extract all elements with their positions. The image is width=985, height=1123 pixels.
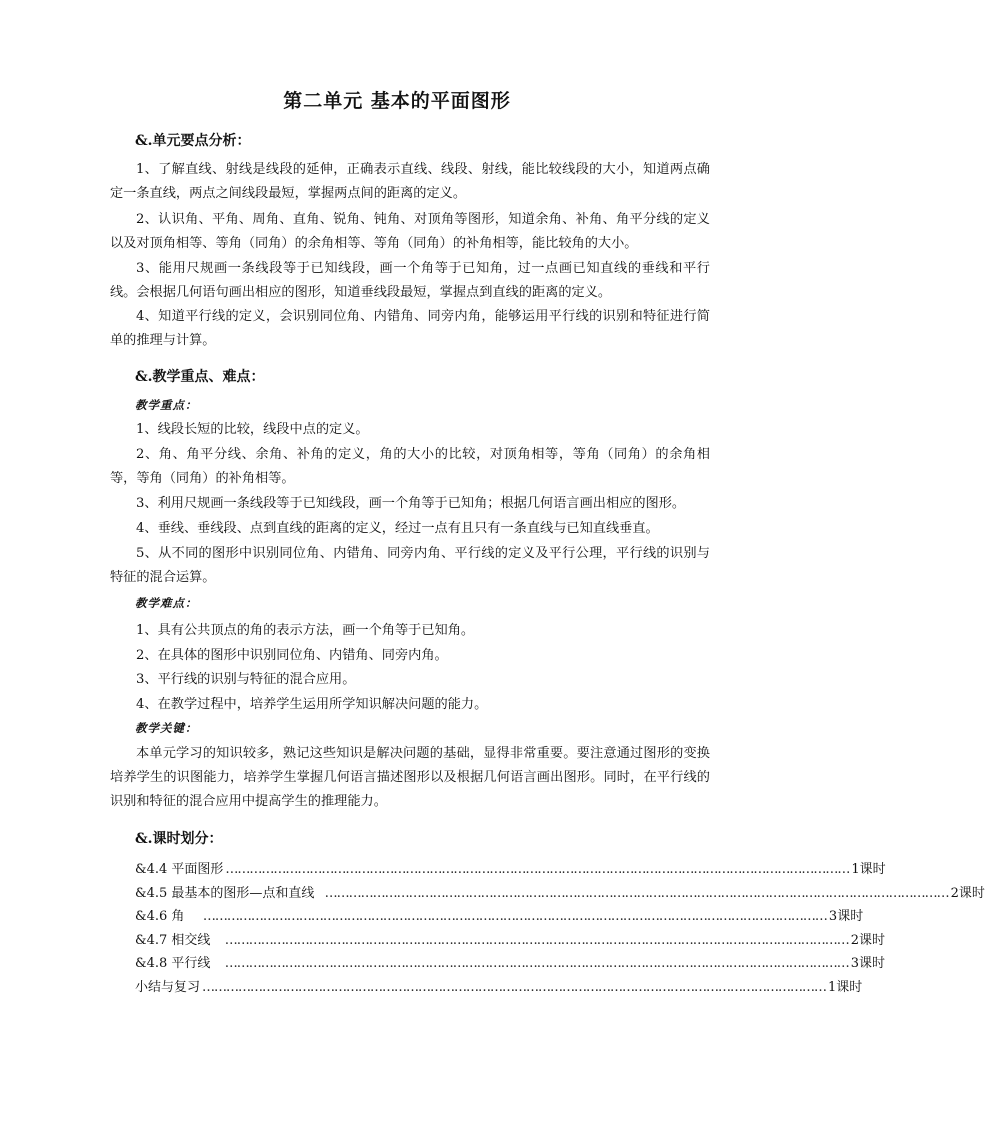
- schedule-topic: 小结与复习: [135, 979, 201, 995]
- focus-item: 4、垂线、垂线段、点到直线的距离的定义，经过一点有且只有一条直线与已知直线垂直。: [136, 521, 659, 536]
- focus-item: 1、线段长短的比较，线段中点的定义。: [136, 422, 369, 437]
- paragraph: 2、认识角、平角、周角、直角、锐角、钝角、对顶角等图形，知道余角、补角、角平分线的定义以及对顶角相等、等角（同角）的余角相等、等角（同角）的补角相等，能比较角的大小。: [110, 212, 710, 251]
- focus-item: 2、角、角平分线、余角、补角的定义，角的大小的比较，对顶角相等，等角（同角）的余角相等，等角（同角）的补角相等。: [110, 447, 710, 486]
- difficulty-item: 3、平行线的识别与特征的混合应用。: [136, 672, 356, 687]
- leader-dots: …………………………………………………………………………………………………………………………………………: [324, 885, 949, 901]
- focus-label: 教学重点：: [135, 398, 198, 412]
- schedule-list: [135, 858, 985, 999]
- paragraph: 1、了解直线、射线是线段的延伸，正确表示直线、线段、射线，能比较线段的大小，知道两点确定一条直线，两点之间线段最短，掌握两点间的距离的定义。: [110, 162, 710, 201]
- schedule-row: [135, 858, 886, 882]
- schedule-topic: &4.8 平行线: [135, 956, 223, 971]
- schedule-row: [135, 929, 886, 953]
- schedule-row: [135, 905, 864, 929]
- schedule-hours: 1课时: [851, 862, 886, 877]
- difficulty-label: 教学难点：: [135, 596, 198, 610]
- key-paragraph: 本单元学习的知识较多，熟记这些知识是解决问题的基础，显得非常重要。要注意通过图形的变换培养学生的识图能力，培养学生掌握几何语言描述图形以及根据几何语言画出图形。同时，在平行线的识别和特征的混合应用中提高学生的推理能力。: [110, 746, 710, 809]
- focus-item: 5、从不同的图形中识别同位角、内错角、同旁内角、平行线的定义及平行公理，平行线的识别与特征的混合运算。: [110, 546, 710, 585]
- schedule-hours: 3课时: [828, 909, 864, 924]
- focus-item: 3、利用尺规画一条线段等于已知线段，画一个角等于已知角；根据几何语言画出相应的图形。: [136, 496, 686, 511]
- schedule-hours: 2课时: [950, 885, 985, 901]
- difficulty-item: 4、在教学过程中，培养学生运用所学知识解决问题的能力。: [136, 697, 488, 712]
- schedule-hours: 2课时: [850, 932, 886, 948]
- schedule-topic: &4.7 相交线: [135, 932, 223, 948]
- difficulty-item: 2、在具体的图形中识别同位角、内错角、同旁内角。: [136, 648, 448, 663]
- schedule-row: [135, 976, 863, 1000]
- leader-dots: …………………………………………………………………………………………………………………………………………: [202, 909, 827, 924]
- schedule-row: [135, 882, 985, 906]
- schedule-topic: &4.5 最基本的图形—点和直线: [135, 885, 323, 901]
- key-label: 教学关键：: [135, 721, 198, 735]
- paragraph: 3、能用尺规画一条线段等于已知线段，画一个角等于已知角，过一点画已知直线的垂线和平行线。会根据几何语句画出相应的图形，知道垂线段最短，掌握点到直线的距离的定义。: [110, 261, 710, 300]
- schedule-hours: 1课时: [828, 979, 863, 995]
- leader-dots: …………………………………………………………………………………………………………………………………………: [224, 956, 849, 971]
- schedule-topic: &4.4 平面图形: [135, 862, 224, 877]
- schedule-topic: &4.6 角: [135, 909, 201, 924]
- difficulty-item: 1、具有公共顶点的角的表示方法，画一个角等于已知角。: [136, 623, 475, 638]
- section-heading-focus: &.教学重点、难点：: [135, 369, 265, 385]
- schedule-row: [135, 952, 886, 976]
- page-title: 第二单元 基本的平面图形: [283, 90, 511, 112]
- section-heading-schedule: &.课时划分：: [135, 831, 223, 847]
- paragraph: 4、知道平行线的定义，会识别同位角、内错角、同旁内角，能够运用平行线的识别和特征进行简单的推理与计算。: [110, 309, 710, 348]
- section-heading-analysis: &.单元要点分析：: [135, 133, 251, 149]
- schedule-hours: 3课时: [850, 956, 886, 971]
- leader-dots: …………………………………………………………………………………………………………………………………………: [225, 862, 850, 877]
- leader-dots: …………………………………………………………………………………………………………………………………………: [224, 932, 849, 948]
- leader-dots: …………………………………………………………………………………………………………………………………………: [202, 979, 827, 995]
